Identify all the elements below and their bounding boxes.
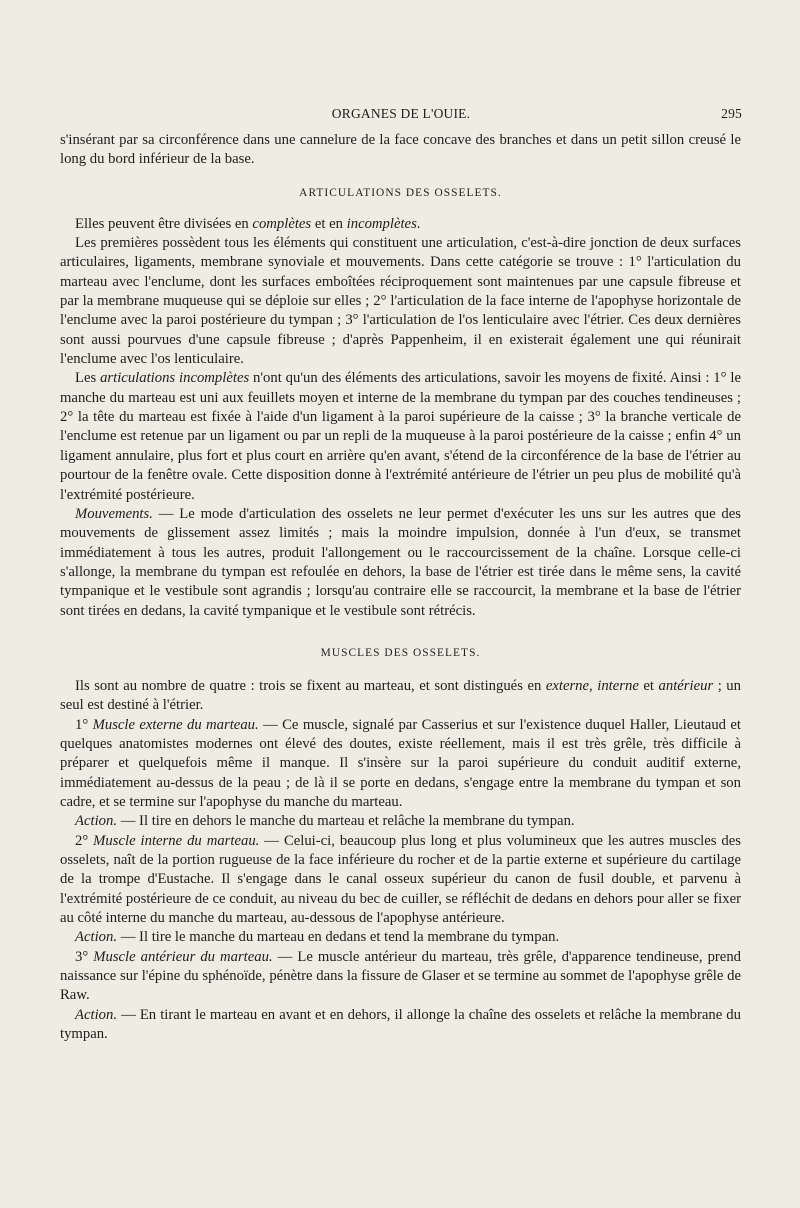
internal-muscle-action (60, 928, 741, 947)
anterior-muscle-action (60, 1006, 741, 1045)
anterior-muscle-paragraph (60, 948, 741, 1006)
italic-term: Action. (75, 929, 118, 946)
muscles-heading: MUSCLES DES OSSELETS. (320, 646, 481, 659)
text-run: — Ce muscle, signalé par Casserius et sur l'existence duquel Haller, Lieutaud et quelques anatomistes modernes ont élevé des doutes, existe réellement, mais il est très grêle, très difficile à préparer et quelquefois même il manque. Il s'insère sur la paroi supérieure du conduit auditif externe, immédiatement au-dessus de la peau ; de là il se porte en dedans, s'engage entre la membrane du tympan et son cadre, et se termine sur l'apophyse du manche du marteau. (60, 716, 741, 810)
text-run: 2° (75, 832, 94, 849)
text-run: — Le mode d'articulation des osselets ne leur permet d'exécuter les uns sur les autres que des mouvements de glissement assez limités ; mais la moindre impulsion, donnée à l'un d'eux, se transmet immédiatement à tous les autres, produit l'allongement ou le raccourcissement de la chaîne. Lorsque celle-ci s'allonge, la membrane du tympan est refoulée en dehors, la base de l'étrier est tirée dans le même sens, la cavité tympanique et le vestibule sont agrandis ; lorsqu'au contraire elle se raccourcit, la membrane et la base de l'étrier sont tirées en dedans, la cavité tympanique et le vestibule sont rétrécis. (60, 505, 741, 619)
external-muscle-action (60, 812, 741, 831)
italic-term: Mouvements. (75, 505, 153, 522)
text-run: — Celui-ci, beaucoup plus long et plus volumineux que les autres muscles des osselets, naît de la portion rugueuse de la face inférieure du rocher et de la partie externe et supérieure du cartilage de la trompe d'Eustache. Il s'engage dans le canal osseux supérieur du canon de fusil double, et parvenu à l'extrémité postérieure de ce conduit, au niveau du bec de cuiller, se réfléchit de dedans en dehors pour aller se fixer au côté interne du manche du marteau, au-dessous de l'apophyse antérieure. (60, 832, 741, 927)
articulations-paragraph-2: Les premières possèdent tous les éléments qui constituent une articulation, c'est-à-dire jonction de deux surfaces articulaires, ligaments, membrane synoviale et mouvements. Dans cette catégorie se trouve : 1° l'articulation du marteau avec l'enclume, dont les surfaces emboîtées réciproquement sont maintenues par une capsule fibreuse et par la membrane muqueuse qui se déploie sur elles ; 2° l'articulation de la face interne de l'apophyse horizontale de l'enclume avec la paroi postérieure du tympan ; 3° l'articulation de l'os lenticulaire avec l'étrier. Ces deux dernières sont aussi pourvues d'une capsule fibreuse ; d'après Pappenheim, il en existerait également une qui réunirait l'enclume avec l'os lenticulaire. (60, 235, 741, 368)
articulations-paragraph-1 (60, 215, 741, 234)
italic-term: Muscle interne du marteau. (93, 832, 260, 849)
italic-term: articulations incomplètes (100, 370, 250, 387)
text-run: et (638, 677, 659, 694)
italic-term: incomplètes (346, 215, 417, 232)
text-run: et en (311, 215, 347, 232)
text-run: — Il tire en dehors le manche du marteau et relâche la membrane du tympan. (117, 813, 575, 830)
articulations-heading: ARTICULATIONS DES OSSELETS. (299, 186, 502, 199)
text-run: , (589, 677, 598, 694)
text-run: — Le muscle antérieur du marteau, très grêle, d'apparence tendineuse, prend naissance sur l'épine du sphénoïde, pénètre dans la fissure de Glaser et se termine au sommet de l'apophyse grêle de Raw. (60, 948, 742, 1004)
internal-muscle-paragraph (60, 832, 741, 929)
text-run: — Il tire le manche du marteau en dedans et tend la membrane du tympan. (117, 929, 560, 946)
text-run: . (416, 215, 421, 232)
intro-paragraph: s'insérant par sa circonférence dans une cannelure de la face concave des branches et dans un petit sillon creusé le long du bord inférieur de la base. (60, 132, 741, 168)
text-run: 3° (75, 948, 94, 965)
articulations-paragraph-3 (60, 369, 741, 504)
text-run: — En tirant le marteau en avant et en dehors, il allonge la chaîne des osselets et relâche la membrane du tympan. (60, 1006, 741, 1043)
movements-paragraph (60, 505, 741, 621)
text-run: Les (75, 370, 101, 387)
italic-term: Action. (75, 813, 118, 830)
running-title: ORGANES DE L'OUIE. (331, 106, 471, 121)
running-head (60, 106, 742, 126)
italic-term: complètes (252, 215, 312, 232)
italic-term: interne (597, 677, 639, 694)
external-muscle-paragraph (60, 716, 741, 813)
italic-term: Action. (75, 1006, 118, 1023)
text-run: 1° (75, 716, 93, 733)
text-run: n'ont qu'un des éléments des articulations, savoir les moyens de fixité. Ainsi : 1° le manche du marteau est uni aux feuillets moyen et interne de la membrane du tympan par des couches tendineuses ; 2° la tête du marteau est fixée à l'aide d'un ligament à la paroi supérieure de la caisse ; 3° la branche verticale de l'enclume est retenue par un ligament ou par un repli de la muqueuse à la paroi postérieure de la caisse ; enfin 4° un ligament annulaire, plus fort et plus court en arrière qu'en avant, s'étend de la circonférence de la base de l'étrier au pourtour de la fenêtre ovale. Cette disposition donne à l'extrémité antérieure de l'étrier un peu plus de mobilité qu'à l'extrémité postérieure. (60, 370, 741, 503)
text-run: Ils sont au nombre de quatre : trois se fixent au marteau, et sont distingués en (75, 677, 546, 694)
muscles-paragraph-1 (60, 677, 741, 716)
text-run: ; un seul est destiné à l'étrier. (60, 677, 741, 714)
italic-term: antérieur (658, 677, 714, 694)
page-number: 295 (721, 106, 742, 121)
main-text (60, 131, 741, 1044)
italic-term: externe (545, 677, 590, 694)
italic-term: Muscle externe du marteau. (92, 716, 259, 733)
text-run: Elles peuvent être divisées en (75, 215, 253, 232)
italic-term: Muscle antérieur du marteau. (93, 948, 273, 965)
